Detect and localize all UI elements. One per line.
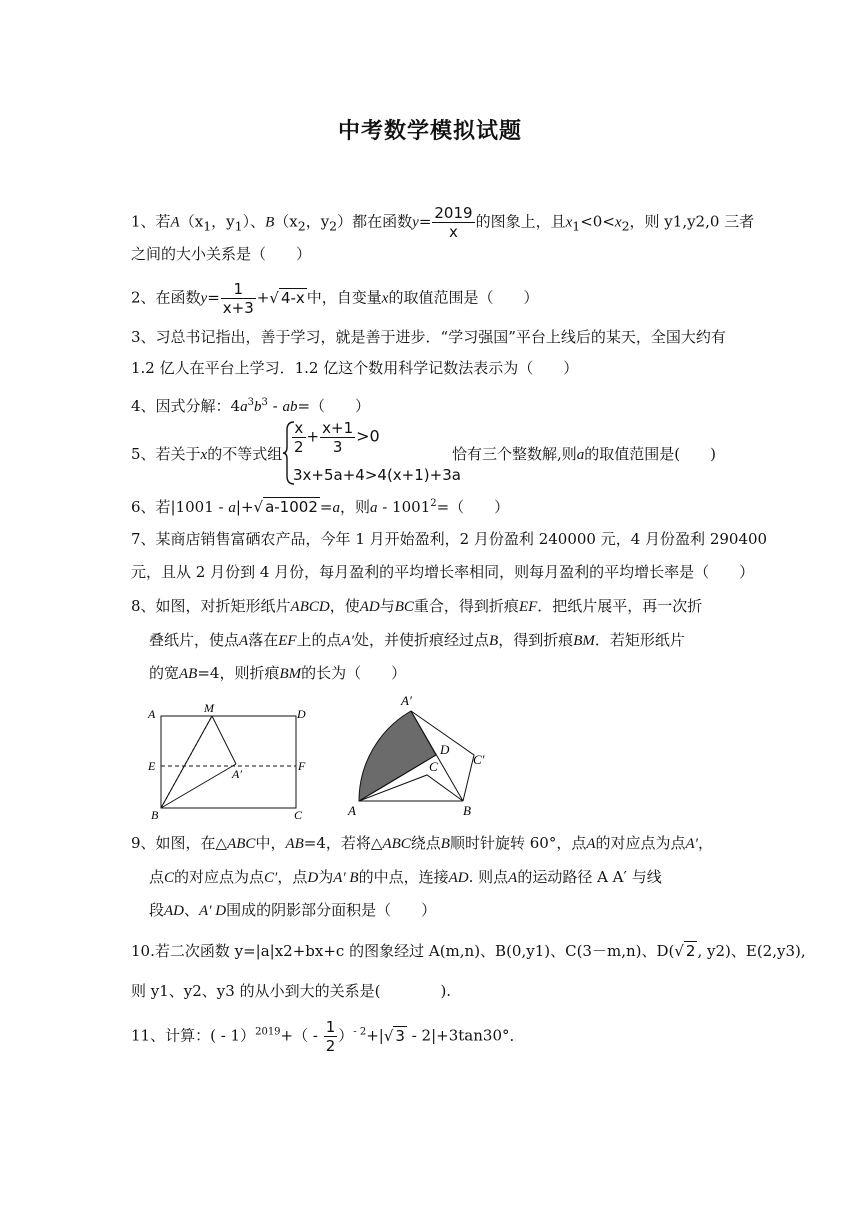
fig2-label-a-prime: A′ bbox=[401, 693, 412, 708]
fraction-x-plus-1-over-3: $\frac{x+1}{3}$ bbox=[322, 419, 354, 456]
fig1-label-m: M bbox=[204, 701, 214, 715]
fig1-label-c: C bbox=[294, 808, 303, 822]
sqrt-3: √ 3 bbox=[383, 1026, 405, 1045]
question-9-line-1: 9、如图，在△ABC中，AB=4，若将△ABC绕点B顺时针旋转 60°，点A的对应点为点A′， bbox=[131, 834, 713, 852]
question-5-suffix: 恰有三个整数解,则a的取值范围是( ) bbox=[452, 445, 716, 463]
question-7-line-1: 7、某商店销售富硒农产品，今年 1 月开始盈利，2 月份盈利 240000 元，4 月份盈利 290400 bbox=[131, 530, 768, 548]
question-11: 11、计算：( - 1）$^{2019}$+（ - $\frac{1}{2}$ ）$^{- 2}$+|√ 3 - 2|+3tan30°． bbox=[131, 1018, 525, 1055]
inequality-row-2: 3x+5a+4>4(x+1)+3a bbox=[293, 466, 461, 484]
question-10-line-2: 则 y1、y2、y3 的从小到大的关系是( ). bbox=[131, 982, 452, 1000]
fraction-1-over-x-plus-3: $\frac{1}{x+3}$ bbox=[222, 280, 254, 317]
fraction-x-over-2: $\frac{x}{2}$ bbox=[294, 419, 304, 456]
fig1-label-a: A bbox=[148, 707, 156, 721]
question-7-line-2: 元，且从 2 月份到 4 月份，每月盈利的平均增长率相同，则每月盈利的平均增长率是（ ） bbox=[131, 563, 755, 581]
question-3-line-2: 1.2 亿人在平台上学习．1.2 亿这个数用科学记数法表示为（ ） bbox=[131, 359, 579, 377]
question-9-line-2: 点C的对应点为点C′，点D为A′ B的中点，连接AD. 则点A的运动路径 A A′ 与线 bbox=[149, 868, 662, 886]
question-5-prefix: 5、若关于x的不等式组 bbox=[131, 445, 283, 463]
page-title: 中考数学模拟试题 bbox=[337, 119, 522, 144]
fig2-label-d: D bbox=[440, 742, 450, 757]
sqrt-a-minus-1002: √ a-1002 bbox=[253, 498, 318, 516]
fig2-label-a: A bbox=[348, 803, 356, 818]
question-1-line-1: 1、若$A(x_1$，$y_1$）、$B(x_2$，$y_2$）都在函数y= $\frac{2019}{x}$ 的图象上，且$x_1<0<x_2$，则 y1,y2,0 三者 bbox=[131, 204, 755, 241]
figure-folded-rectangle bbox=[140, 700, 320, 825]
fig1-label-a-prime: A′ bbox=[232, 767, 242, 781]
fig2-label-b: B bbox=[463, 803, 471, 818]
question-2: 2、在函数y= $\frac{1}{x+3}$ +√ 4-x 中，自变量x的取值范围是（ ） bbox=[131, 280, 539, 317]
question-8-line-1: 8、如图，对折矩形纸片ABCD，使AD与BC重合，得到折痕EF．把纸片展平，再一次折 bbox=[131, 597, 703, 615]
figure-rotated-triangle bbox=[340, 688, 500, 820]
fig1-label-d: D bbox=[297, 707, 306, 721]
question-4: 4、因式分解：$4a^3b^3 - ab=$（ ） bbox=[131, 397, 371, 415]
question-3-line-1: 3、习总书记指出，善于学习，就是善于进步．“学习强国”平台上线后的某天，全国大约有 bbox=[131, 328, 726, 346]
fraction-1-over-2: $\frac{1}{2}$ bbox=[325, 1018, 336, 1055]
question-1-line-2: 之间的大小关系是（ ） bbox=[131, 245, 312, 263]
fraction-2019-over-x: $\frac{2019}{x}$ bbox=[434, 204, 473, 241]
question-9-line-3: 段AD、A′ D围成的阴影部分面积是（ ） bbox=[149, 901, 437, 919]
fig1-label-e: E bbox=[148, 759, 156, 773]
question-8-line-2: 叠纸片，使点A落在EF上的点A′处，并使折痕经过点B，得到折痕BM．若矩形纸片 bbox=[149, 631, 685, 649]
question-8-line-3: 的宽AB=4，则折痕BM的长为（ ） bbox=[149, 664, 407, 682]
inequality-row-1: $\frac{x}{2}$ + $\frac{x+1}{3}$ >0 bbox=[294, 419, 380, 456]
question-6: 6、若|1001 - a|+√ a-1002 =a，则$a - 1001^2=$（ ） bbox=[131, 498, 510, 516]
shaded-region bbox=[359, 711, 436, 801]
question-10-line-1: 10.若二次函数 y=|a|x2+bx+c 的图象经过 A(m,n)、B(0,y1)、C(3－m,n)、D(√ 2 , y2)、E(2,y3), bbox=[131, 942, 806, 960]
sqrt-4-minus-x: √ 4-x bbox=[269, 288, 305, 307]
fig2-label-c: C bbox=[429, 759, 438, 774]
fig2-label-c-prime: C′ bbox=[473, 752, 485, 767]
fig1-label-f: F bbox=[298, 759, 306, 773]
sqrt-2: √ 2 bbox=[674, 942, 696, 960]
fig1-label-b: B bbox=[151, 808, 159, 822]
